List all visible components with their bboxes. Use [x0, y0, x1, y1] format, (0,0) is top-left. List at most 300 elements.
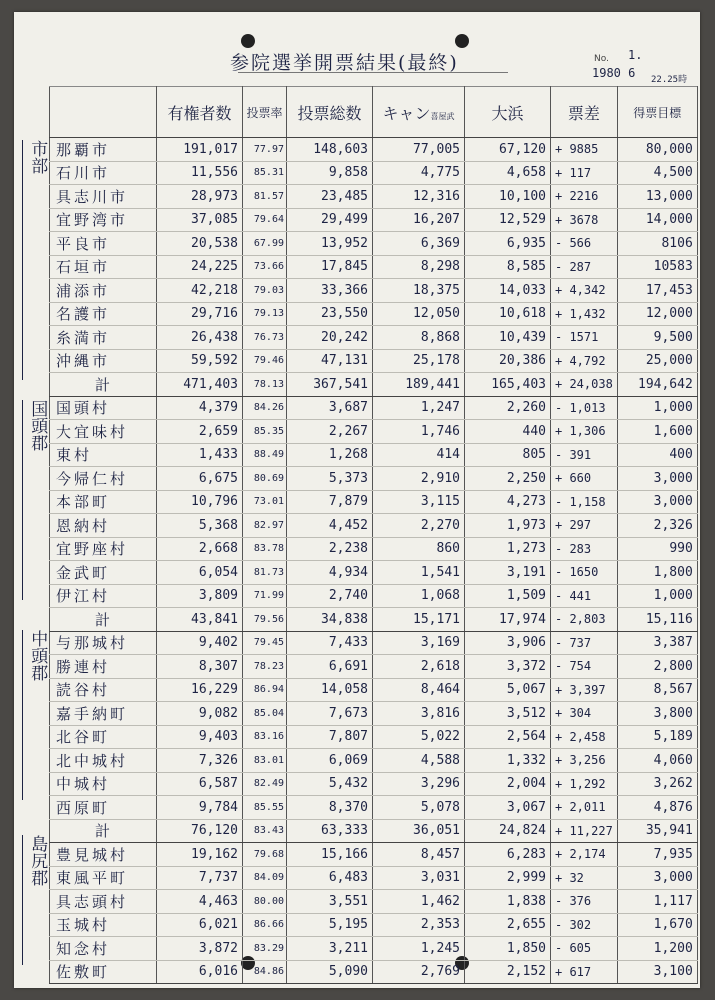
cell-ohama: 2,999 [465, 866, 551, 890]
region-label-kunigami [22, 400, 47, 600]
cell-ohama: 2,250 [465, 467, 551, 491]
table-row [50, 725, 698, 749]
cell-turnout: 81.73 [243, 561, 287, 585]
cell-total-votes: 3,687 [287, 396, 373, 420]
cell-ohama: 3,512 [465, 702, 551, 726]
cell-vote-diff: - 566 [551, 232, 618, 256]
cell-target: 2,800 [617, 655, 697, 679]
cell-target: 1,117 [617, 890, 697, 914]
cell-municipality: 中城村 [50, 772, 157, 796]
header-total-votes: 投票総数 [287, 87, 373, 138]
cell-total-votes: 23,485 [287, 185, 373, 209]
cell-ohama: 2,655 [465, 913, 551, 937]
cell-vote-diff: + 4,792 [551, 349, 618, 373]
cell-total-votes: 3,551 [287, 890, 373, 914]
cell-voters: 9,403 [157, 725, 243, 749]
header-municipality [50, 87, 157, 138]
table-row [50, 960, 698, 984]
cell-municipality: 計 [50, 373, 157, 397]
table-row [50, 255, 698, 279]
cell-ohama: 67,120 [465, 138, 551, 162]
cell-turnout: 73.01 [243, 490, 287, 514]
cell-turnout: 85.04 [243, 702, 287, 726]
cell-total-votes: 20,242 [287, 326, 373, 350]
cell-kyan: 77,005 [373, 138, 465, 162]
cell-kyan: 2,270 [373, 514, 465, 538]
cell-vote-diff: + 11,227 [551, 819, 618, 843]
cell-vote-diff: + 304 [551, 702, 618, 726]
region-label-text: 島尻郡 [27, 835, 48, 886]
cell-turnout: 84.86 [243, 960, 287, 984]
cell-turnout: 88.49 [243, 443, 287, 467]
cell-ohama: 3,191 [465, 561, 551, 585]
table-row [50, 326, 698, 350]
cell-vote-diff: - 605 [551, 937, 618, 961]
cell-municipality: 沖縄市 [50, 349, 157, 373]
cell-voters: 16,229 [157, 678, 243, 702]
cell-vote-diff: - 287 [551, 255, 618, 279]
table-row [50, 749, 698, 773]
cell-municipality: 今帰仁村 [50, 467, 157, 491]
cell-turnout: 67.99 [243, 232, 287, 256]
cell-kyan: 3,031 [373, 866, 465, 890]
table-row [50, 702, 698, 726]
cell-municipality: 名護市 [50, 302, 157, 326]
cell-vote-diff: - 2,803 [551, 608, 618, 632]
cell-voters: 6,016 [157, 960, 243, 984]
cell-municipality: 宜野座村 [50, 537, 157, 561]
cell-target: 194,642 [617, 373, 697, 397]
cell-target: 3,000 [617, 866, 697, 890]
region-label-shibu [22, 140, 47, 380]
cell-total-votes: 7,673 [287, 702, 373, 726]
cell-total-votes: 4,452 [287, 514, 373, 538]
region-label-nakagami [22, 630, 47, 800]
cell-total-votes: 148,603 [287, 138, 373, 162]
header-ohama-text: 大浜 [491, 103, 524, 123]
cell-municipality: 糸満市 [50, 326, 157, 350]
cell-voters: 29,716 [157, 302, 243, 326]
cell-ohama: 3,067 [465, 796, 551, 820]
cell-ohama: 2,152 [465, 960, 551, 984]
cell-target: 1,000 [617, 396, 697, 420]
results-table [49, 86, 698, 984]
cell-voters: 11,556 [157, 161, 243, 185]
table-row [50, 349, 698, 373]
cell-vote-diff: + 2216 [551, 185, 618, 209]
title-underline [238, 72, 508, 73]
table-row-total [50, 608, 698, 632]
cell-turnout: 76.73 [243, 326, 287, 350]
cell-target: 13,000 [617, 185, 697, 209]
cell-municipality: 平良市 [50, 232, 157, 256]
cell-kyan: 8,457 [373, 843, 465, 867]
cell-municipality: 東村 [50, 443, 157, 467]
table-row [50, 514, 698, 538]
cell-voters: 471,403 [157, 373, 243, 397]
header-target: 得票目標 [617, 87, 697, 138]
cell-turnout: 79.68 [243, 843, 287, 867]
cell-target: 3,000 [617, 490, 697, 514]
doc-number-label: No. [594, 54, 609, 64]
doc-number: 1. [628, 48, 643, 62]
cell-vote-diff: + 1,292 [551, 772, 618, 796]
cell-voters: 3,872 [157, 937, 243, 961]
cell-voters: 9,082 [157, 702, 243, 726]
cell-municipality: 石垣市 [50, 255, 157, 279]
table-row [50, 396, 698, 420]
cell-vote-diff: - 1650 [551, 561, 618, 585]
cell-voters: 4,463 [157, 890, 243, 914]
cell-kyan: 8,298 [373, 255, 465, 279]
cell-kyan: 3,169 [373, 631, 465, 655]
cell-kyan: 2,618 [373, 655, 465, 679]
cell-target: 80,000 [617, 138, 697, 162]
cell-total-votes: 7,807 [287, 725, 373, 749]
cell-municipality: 石川市 [50, 161, 157, 185]
cell-kyan: 189,441 [373, 373, 465, 397]
cell-ohama: 10,618 [465, 302, 551, 326]
cell-ohama: 2,260 [465, 396, 551, 420]
table-row [50, 843, 698, 867]
cell-voters: 6,675 [157, 467, 243, 491]
cell-target: 3,387 [617, 631, 697, 655]
cell-total-votes: 5,090 [287, 960, 373, 984]
cell-target: 4,500 [617, 161, 697, 185]
cell-kyan: 2,353 [373, 913, 465, 937]
cell-turnout: 85.55 [243, 796, 287, 820]
cell-kyan: 1,068 [373, 584, 465, 608]
cell-municipality: 国頭村 [50, 396, 157, 420]
cell-target: 7,935 [617, 843, 697, 867]
cell-voters: 76,120 [157, 819, 243, 843]
cell-kyan: 18,375 [373, 279, 465, 303]
header-turnout: 投票率 [243, 87, 287, 138]
cell-municipality: 勝連村 [50, 655, 157, 679]
cell-total-votes: 6,691 [287, 655, 373, 679]
cell-ohama: 1,273 [465, 537, 551, 561]
cell-vote-diff: + 2,458 [551, 725, 618, 749]
cell-vote-diff: + 4,342 [551, 279, 618, 303]
cell-turnout: 80.00 [243, 890, 287, 914]
cell-ohama: 2,564 [465, 725, 551, 749]
cell-total-votes: 9,858 [287, 161, 373, 185]
cell-municipality: 西原町 [50, 796, 157, 820]
cell-ohama: 1,332 [465, 749, 551, 773]
cell-municipality: 北中城村 [50, 749, 157, 773]
cell-total-votes: 2,267 [287, 420, 373, 444]
table-row [50, 467, 698, 491]
cell-kyan: 3,115 [373, 490, 465, 514]
cell-kyan: 25,178 [373, 349, 465, 373]
cell-kyan: 2,910 [373, 467, 465, 491]
cell-target: 1,800 [617, 561, 697, 585]
cell-ohama: 12,529 [465, 208, 551, 232]
cell-total-votes: 13,952 [287, 232, 373, 256]
cell-total-votes: 5,373 [287, 467, 373, 491]
punch-hole [241, 34, 255, 48]
cell-total-votes: 33,366 [287, 279, 373, 303]
cell-municipality: 嘉手納町 [50, 702, 157, 726]
cell-voters: 5,368 [157, 514, 243, 538]
cell-ohama: 6,935 [465, 232, 551, 256]
cell-kyan: 4,775 [373, 161, 465, 185]
cell-ohama: 440 [465, 420, 551, 444]
cell-vote-diff: - 1,158 [551, 490, 618, 514]
cell-turnout: 78.13 [243, 373, 287, 397]
cell-turnout: 85.35 [243, 420, 287, 444]
table-row [50, 302, 698, 326]
cell-turnout: 79.13 [243, 302, 287, 326]
cell-ohama: 4,658 [465, 161, 551, 185]
header-kyan-sub: 喜屋武 [430, 111, 455, 121]
cell-kyan: 2,769 [373, 960, 465, 984]
cell-voters: 3,809 [157, 584, 243, 608]
cell-voters: 8,307 [157, 655, 243, 679]
cell-ohama: 165,403 [465, 373, 551, 397]
cell-turnout: 81.57 [243, 185, 287, 209]
cell-municipality: 恩納村 [50, 514, 157, 538]
header-voters: 有権者数 [157, 87, 243, 138]
cell-target: 8106 [617, 232, 697, 256]
cell-kyan: 16,207 [373, 208, 465, 232]
cell-turnout: 78.23 [243, 655, 287, 679]
table-row [50, 208, 698, 232]
cell-voters: 42,218 [157, 279, 243, 303]
cell-kyan: 5,078 [373, 796, 465, 820]
cell-voters: 6,587 [157, 772, 243, 796]
cell-kyan: 8,464 [373, 678, 465, 702]
cell-vote-diff: - 283 [551, 537, 618, 561]
table-row [50, 185, 698, 209]
cell-total-votes: 23,550 [287, 302, 373, 326]
cell-kyan: 3,816 [373, 702, 465, 726]
cell-target: 3,000 [617, 467, 697, 491]
cell-ohama: 6,283 [465, 843, 551, 867]
cell-turnout: 79.56 [243, 608, 287, 632]
cell-municipality: 玉城村 [50, 913, 157, 937]
cell-ohama: 2,004 [465, 772, 551, 796]
cell-target: 10583 [617, 255, 697, 279]
cell-total-votes: 14,058 [287, 678, 373, 702]
cell-turnout: 79.45 [243, 631, 287, 655]
cell-voters: 24,225 [157, 255, 243, 279]
header-ohama [465, 87, 551, 138]
cell-total-votes: 17,845 [287, 255, 373, 279]
cell-target: 3,262 [617, 772, 697, 796]
cell-target: 17,453 [617, 279, 697, 303]
cell-ohama: 10,439 [465, 326, 551, 350]
cell-kyan: 3,296 [373, 772, 465, 796]
cell-vote-diff: + 1,432 [551, 302, 618, 326]
cell-kyan: 6,369 [373, 232, 465, 256]
cell-voters: 20,538 [157, 232, 243, 256]
cell-total-votes: 4,934 [287, 561, 373, 585]
table-row [50, 490, 698, 514]
cell-ohama: 5,067 [465, 678, 551, 702]
cell-voters: 4,379 [157, 396, 243, 420]
doc-time-note: 22.25時 [651, 75, 688, 85]
cell-municipality: 伊江村 [50, 584, 157, 608]
cell-total-votes: 5,432 [287, 772, 373, 796]
cell-ohama: 14,033 [465, 279, 551, 303]
cell-total-votes: 2,740 [287, 584, 373, 608]
cell-vote-diff: - 441 [551, 584, 618, 608]
cell-target: 14,000 [617, 208, 697, 232]
cell-turnout: 79.46 [243, 349, 287, 373]
cell-vote-diff: - 737 [551, 631, 618, 655]
cell-target: 400 [617, 443, 697, 467]
cell-total-votes: 1,268 [287, 443, 373, 467]
cell-kyan: 1,746 [373, 420, 465, 444]
cell-ohama: 10,100 [465, 185, 551, 209]
cell-voters: 28,973 [157, 185, 243, 209]
table-row [50, 561, 698, 585]
cell-ohama: 1,850 [465, 937, 551, 961]
cell-target: 5,189 [617, 725, 697, 749]
cell-municipality: 本部町 [50, 490, 157, 514]
table-row [50, 772, 698, 796]
cell-turnout: 85.31 [243, 161, 287, 185]
cell-vote-diff: + 117 [551, 161, 618, 185]
cell-total-votes: 6,069 [287, 749, 373, 773]
cell-voters: 10,796 [157, 490, 243, 514]
cell-municipality: 計 [50, 819, 157, 843]
cell-vote-diff: + 32 [551, 866, 618, 890]
cell-target: 12,000 [617, 302, 697, 326]
region-label-shimajiri [22, 835, 47, 965]
region-label-text: 中頭郡 [27, 630, 48, 681]
cell-vote-diff: + 617 [551, 960, 618, 984]
cell-voters: 6,054 [157, 561, 243, 585]
cell-vote-diff: - 302 [551, 913, 618, 937]
cell-turnout: 79.03 [243, 279, 287, 303]
cell-ohama: 3,906 [465, 631, 551, 655]
cell-kyan: 4,588 [373, 749, 465, 773]
cell-voters: 26,438 [157, 326, 243, 350]
cell-turnout: 71.99 [243, 584, 287, 608]
cell-target: 1,000 [617, 584, 697, 608]
table-row [50, 138, 698, 162]
cell-municipality: 豊見城村 [50, 843, 157, 867]
cell-municipality: 知念村 [50, 937, 157, 961]
cell-municipality: 那覇市 [50, 138, 157, 162]
cell-turnout: 83.43 [243, 819, 287, 843]
table-row [50, 678, 698, 702]
cell-voters: 2,668 [157, 537, 243, 561]
cell-total-votes: 63,333 [287, 819, 373, 843]
cell-target: 9,500 [617, 326, 697, 350]
cell-kyan: 860 [373, 537, 465, 561]
cell-vote-diff: + 297 [551, 514, 618, 538]
cell-vote-diff: + 1,306 [551, 420, 618, 444]
cell-vote-diff: + 2,174 [551, 843, 618, 867]
cell-target: 4,876 [617, 796, 697, 820]
cell-target: 3,800 [617, 702, 697, 726]
table-row [50, 161, 698, 185]
cell-kyan: 5,022 [373, 725, 465, 749]
cell-kyan: 36,051 [373, 819, 465, 843]
cell-ohama: 805 [465, 443, 551, 467]
table-row [50, 232, 698, 256]
cell-voters: 1,433 [157, 443, 243, 467]
cell-vote-diff: - 391 [551, 443, 618, 467]
cell-voters: 2,659 [157, 420, 243, 444]
table-row [50, 631, 698, 655]
table-row [50, 796, 698, 820]
cell-total-votes: 6,483 [287, 866, 373, 890]
cell-voters: 59,592 [157, 349, 243, 373]
cell-kyan: 15,171 [373, 608, 465, 632]
cell-vote-diff: - 1,013 [551, 396, 618, 420]
header-row [50, 87, 698, 138]
cell-voters: 19,162 [157, 843, 243, 867]
cell-ohama: 1,973 [465, 514, 551, 538]
cell-total-votes: 34,838 [287, 608, 373, 632]
cell-municipality: 与那城村 [50, 631, 157, 655]
cell-total-votes: 3,211 [287, 937, 373, 961]
cell-turnout: 83.78 [243, 537, 287, 561]
cell-vote-diff: - 376 [551, 890, 618, 914]
cell-municipality: 浦添市 [50, 279, 157, 303]
cell-voters: 9,402 [157, 631, 243, 655]
cell-turnout: 84.09 [243, 866, 287, 890]
cell-municipality: 読谷村 [50, 678, 157, 702]
cell-vote-diff: - 1571 [551, 326, 618, 350]
cell-kyan: 8,868 [373, 326, 465, 350]
cell-total-votes: 2,238 [287, 537, 373, 561]
cell-total-votes: 47,131 [287, 349, 373, 373]
table-row [50, 937, 698, 961]
table-body [50, 138, 698, 984]
header-kyan-text: キャン [382, 103, 431, 123]
cell-turnout: 82.49 [243, 772, 287, 796]
cell-voters: 7,326 [157, 749, 243, 773]
cell-total-votes: 7,433 [287, 631, 373, 655]
cell-municipality: 東風平町 [50, 866, 157, 890]
cell-kyan: 414 [373, 443, 465, 467]
cell-vote-diff: + 660 [551, 467, 618, 491]
table-row-total [50, 373, 698, 397]
cell-target: 1,670 [617, 913, 697, 937]
cell-turnout: 86.94 [243, 678, 287, 702]
cell-municipality: 計 [50, 608, 157, 632]
cell-target: 2,326 [617, 514, 697, 538]
cell-turnout: 84.26 [243, 396, 287, 420]
table-row [50, 443, 698, 467]
cell-target: 990 [617, 537, 697, 561]
region-label-text: 国頭郡 [27, 400, 48, 451]
cell-kyan: 1,245 [373, 937, 465, 961]
cell-voters: 43,841 [157, 608, 243, 632]
cell-total-votes: 5,195 [287, 913, 373, 937]
cell-ohama: 17,974 [465, 608, 551, 632]
cell-turnout: 83.29 [243, 937, 287, 961]
cell-voters: 6,021 [157, 913, 243, 937]
cell-total-votes: 15,166 [287, 843, 373, 867]
cell-target: 15,116 [617, 608, 697, 632]
cell-total-votes: 8,370 [287, 796, 373, 820]
cell-target: 1,200 [617, 937, 697, 961]
cell-turnout: 73.66 [243, 255, 287, 279]
cell-municipality: 金武町 [50, 561, 157, 585]
cell-target: 4,060 [617, 749, 697, 773]
cell-vote-diff: + 2,011 [551, 796, 618, 820]
cell-vote-diff: - 754 [551, 655, 618, 679]
table-row [50, 584, 698, 608]
cell-vote-diff: + 3,256 [551, 749, 618, 773]
cell-municipality: 佐敷町 [50, 960, 157, 984]
